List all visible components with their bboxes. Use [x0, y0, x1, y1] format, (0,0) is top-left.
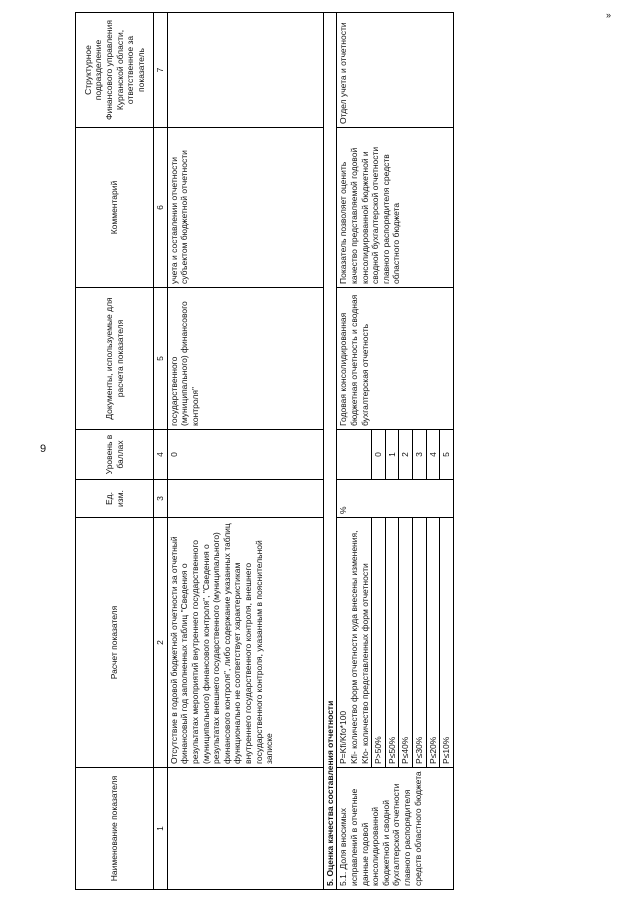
level-cond: P≤50%	[385, 518, 399, 768]
continuation-row	[167, 13, 323, 890]
indicator-formula: P=Kfi/Kfo*100	[338, 710, 349, 764]
col-num-5: 5	[154, 288, 168, 430]
header-score: Уровень в баллах	[76, 430, 154, 480]
level-cond: P>50%	[372, 518, 386, 768]
cont-dept	[167, 13, 323, 128]
col-num-4: 4	[154, 430, 168, 480]
indicator-formula-cell	[337, 518, 372, 768]
indicator-row	[337, 13, 372, 890]
header-calc: Расчет показателя	[76, 518, 154, 768]
header-dept: Структурное подразделение Финансового управления Курганской области, ответственное за показатель	[76, 13, 154, 128]
header-docs: Документы, используемые для расчета показателя	[76, 288, 154, 430]
cont-name	[167, 768, 323, 890]
indicator-docs: Годовая консолидированная бюджетная отчетность и сводная бухгалтерская отчетность	[337, 288, 454, 430]
cont-unit	[167, 480, 323, 518]
indicator-comment: Показатель позволяет оценить качество представляемой годовой консолидированной бюджетной и сводной бухгалтерской отчетности главного распорядителя средств областного бюджета	[337, 128, 454, 288]
indicator-dept: Отдел учета и отчетности	[337, 13, 454, 128]
level-score: 3	[413, 430, 427, 480]
cont-docs: государственного (муниципального) финансового контроля"	[167, 288, 323, 430]
header-name: Наименование показателя	[76, 768, 154, 890]
col-num-6: 6	[154, 128, 168, 288]
page-number: 9	[40, 443, 47, 455]
level-score: 0	[372, 430, 386, 480]
level-cond: P≤40%	[399, 518, 413, 768]
indicator-def-1: Kfi- количество форм отчетности куда внесены изменения,	[348, 530, 359, 764]
indicator-table	[75, 12, 454, 890]
header-comment: Комментарий	[76, 128, 154, 288]
col-num-3: 3	[154, 480, 168, 518]
header-row	[76, 13, 154, 890]
level-score: 1	[385, 430, 399, 480]
column-number-row	[154, 13, 168, 890]
cont-score: 0	[167, 430, 323, 480]
cont-comment: учета и составлении отчетности субъектом бюджетной отчетности	[167, 128, 323, 288]
rotated-page	[75, 13, 502, 890]
level-score: 2	[399, 430, 413, 480]
col-num-7: 7	[154, 13, 168, 128]
level-cond: P≤30%	[413, 518, 427, 768]
section-row	[323, 13, 337, 890]
header-unit: Ед. изм.	[76, 480, 154, 518]
level-cond: P≤20%	[426, 518, 440, 768]
indicator-score-blank	[337, 430, 372, 480]
col-num-1: 1	[154, 768, 168, 890]
col-num-2: 2	[154, 518, 168, 768]
corner-mark: »	[606, 10, 612, 20]
indicator-name: 5.1. Доля вносимых исправлений в отчетные данные годовой консолидированной бюджетной и сводной бухгалтерской отчетности главного распорядителя средств областного бюджета	[337, 768, 454, 890]
level-score: 5	[440, 430, 454, 480]
level-cond: P≤10%	[440, 518, 454, 768]
level-score: 4	[426, 430, 440, 480]
indicator-unit: %	[337, 480, 454, 518]
cont-calc: Отсутствие в годовой бюджетной отчетности за отчетный финансовый год заполненных таблиц "Сведения о результатах мероприятий внутреннего государственного (муниципального) финансового контроля", "Сведения о результатах внешнего государственного (муниципального) финансового контроля", либо содержание указанных таблиц функционально не соответствует характеристикам внутреннего государственного контроля, внешнего государственного контроля, указанным в пояснительной записке	[167, 518, 323, 768]
indicator-def-2: Kfo- количество представленных форм отчетности	[359, 563, 370, 764]
section-title: 5. Оценка качества составления отчетности	[323, 13, 337, 890]
